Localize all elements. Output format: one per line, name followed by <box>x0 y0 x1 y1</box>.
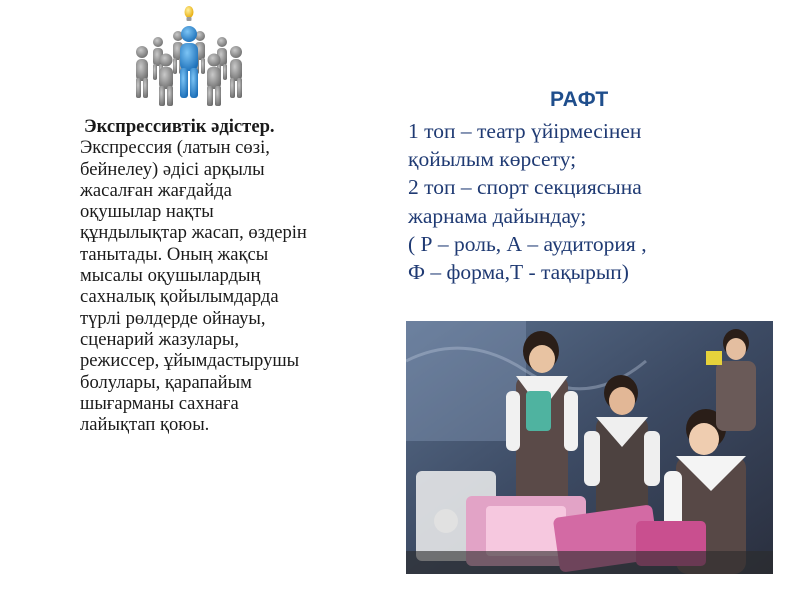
students-photo <box>406 321 773 574</box>
methods-description <box>80 116 410 435</box>
description-line: Экспрессия (латын сөзі, <box>80 137 270 159</box>
description-line: танытады. Оның жақсы <box>80 243 269 265</box>
description-line: оқушылар нақты <box>80 201 214 223</box>
task-line: қойылым көрсету; <box>408 147 577 172</box>
task-line: 1 топ – театр үйірмесінен <box>408 119 642 143</box>
raft-title: РАФТ <box>550 88 609 111</box>
description-line: режиссер, ұйымдастырушы <box>80 350 300 372</box>
description-line: сахналық қойылымдарда <box>80 286 279 308</box>
description-line: сценарий жазулары, <box>80 328 240 350</box>
description-line: мысалы оқушылардың <box>80 265 261 287</box>
task-line: Ф – форма,Т - тақырып) <box>408 260 629 285</box>
description-line: шығарманы сахнаға <box>80 392 239 414</box>
group-tasks <box>408 117 788 286</box>
description-line: жасалған жағдайда <box>80 179 232 201</box>
task-line: 2 топ – спорт секциясына <box>408 175 642 200</box>
methods-heading: Экспрессивтік әдістер. <box>84 116 275 137</box>
description-line: түрлі рөлдерде ойнауы, <box>80 307 266 329</box>
description-line: бейнелеу) әдісі арқылы <box>80 158 265 180</box>
description-line: құндылықтар жасап, өздерін <box>80 222 307 244</box>
description-line: лайықтап қоюы. <box>80 414 210 436</box>
task-line: жарнама дайындау; <box>408 203 587 228</box>
task-line: ( Р – роль, А – аудитория , <box>408 231 647 256</box>
people-group-leader-icon <box>128 2 248 110</box>
description-line: болулары, қарапайым <box>80 371 252 393</box>
